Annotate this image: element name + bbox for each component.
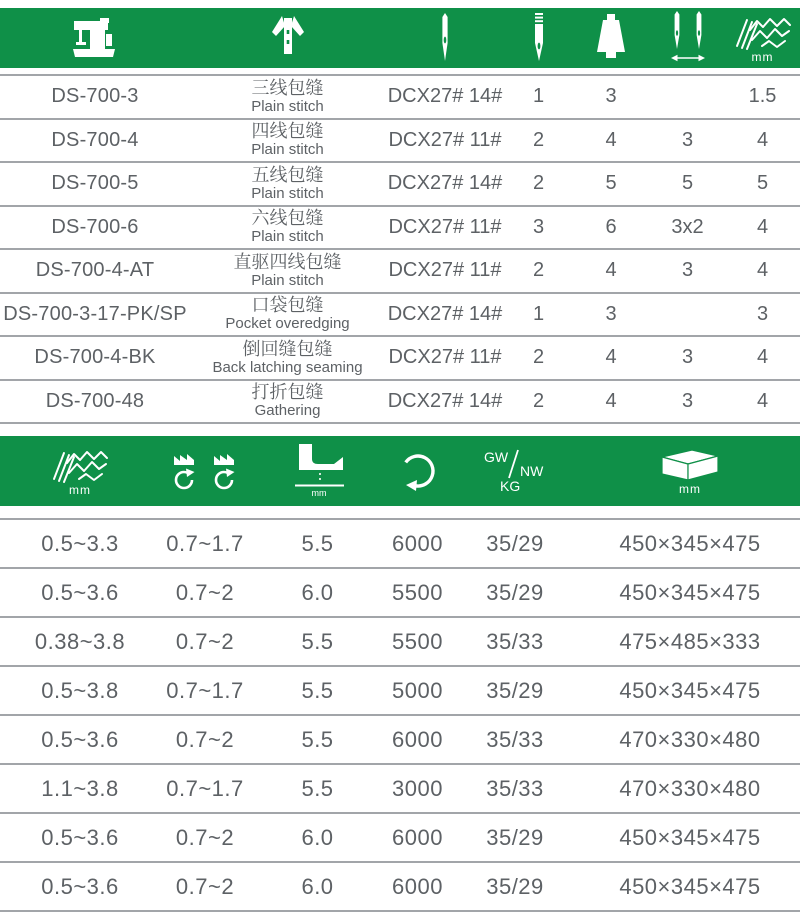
table-row [0, 520, 800, 569]
carton-size-cell: 450×345×475 [619, 579, 761, 605]
needle-system-cell: DCX27# 11# [388, 128, 502, 151]
stitch-type-cell [190, 340, 385, 376]
needle-system-cell: DCX27# 11# [388, 215, 502, 238]
needle-system-cell: DCX27# 14# [387, 389, 503, 412]
table1-header [0, 8, 800, 68]
stitch-type-cell [190, 209, 385, 245]
foot-lift-cell: 5.5 [301, 726, 334, 752]
col-weight [450, 448, 580, 494]
max-speed-cell: 5000 [392, 677, 443, 703]
needle-system-cell: DCX27# 11# [388, 346, 502, 369]
stitch-length-cell: 0.5~3.6 [41, 579, 119, 605]
thread-count-cell: 5 [605, 172, 617, 195]
table-row [0, 569, 800, 618]
col-thread-count [572, 14, 650, 62]
needle-gauge-cell: 3 [681, 346, 694, 369]
spec-table-1 [0, 74, 800, 424]
differential-feed-cell: 0.7~2 [175, 824, 235, 850]
table-row [0, 76, 800, 120]
table-row [0, 765, 800, 814]
col-needle-system [385, 13, 505, 63]
max-speed-cell: 5500 [392, 628, 443, 654]
stitch-type-en: Plain stitch [251, 184, 324, 202]
max-speed-icon [395, 448, 441, 494]
max-speed-cell: 6000 [392, 873, 443, 899]
needle-count-cell: 2 [532, 172, 545, 195]
thread-count-cell: 3 [605, 85, 617, 108]
stitch-type-cn: 口袋包缝 [251, 295, 324, 316]
overedge-width-cell: 1.5 [748, 85, 777, 108]
stitch-type-cell [190, 253, 385, 289]
thread-count-cell: 4 [605, 259, 617, 282]
stitch-length-cell: 1.1~3.8 [41, 775, 119, 801]
stitch-type-cn: 打折包缝 [251, 382, 324, 403]
max-speed-cell: 3000 [392, 775, 443, 801]
stitch-length-cell: 0.38~3.8 [34, 628, 126, 654]
needle-gauge-cell: 3 [681, 389, 694, 412]
overedge-width-cell: 4 [756, 215, 769, 238]
stitch-type-cn: 三线包缝 [251, 77, 324, 98]
table-row [0, 667, 800, 716]
foot-lift-cell: 5.5 [301, 677, 334, 703]
stitch-type-en: Plain stitch [251, 271, 324, 289]
stitch-type-cell [190, 122, 385, 158]
weight-cell: 35/33 [486, 726, 544, 752]
overedge-width-cell: 4 [756, 389, 769, 412]
needle-count-cell: 2 [532, 259, 545, 282]
table-row [0, 294, 800, 338]
stitch-length-icon [51, 447, 109, 483]
stitch-type-cell [190, 383, 385, 419]
col-stitch-type [190, 15, 385, 61]
weight-cell: 35/29 [486, 873, 544, 899]
col-needle-gauge [650, 11, 725, 65]
differential-feed-cell: 0.7~1.7 [166, 530, 244, 556]
model-cell: DS-700-6 [51, 215, 139, 238]
fabric-swatch-icon [734, 14, 792, 50]
differential-feed-cell: 0.7~2 [175, 628, 235, 654]
model-cell: DS-700-48 [45, 389, 145, 412]
weight-cell: 35/29 [486, 530, 544, 556]
garment-placket-icon [272, 15, 304, 61]
stitch-length-cell: 0.5~3.6 [41, 726, 119, 752]
thread-count-cell: 6 [605, 215, 617, 238]
carton-size-cell: 470×330×480 [619, 775, 761, 801]
stitch-type-en: Back latching seaming [212, 358, 363, 376]
foot-lift-cell: 5.5 [301, 628, 334, 654]
mm-caption: mm [311, 488, 326, 498]
carton-size-cell: 450×345×475 [619, 530, 761, 556]
table2-header [0, 436, 800, 506]
carton-box-icon [659, 448, 721, 482]
differential-feed-cell: 0.7~2 [175, 726, 235, 752]
needle-count-icon [533, 13, 545, 63]
stitch-type-cn: 倒回缝包缝 [242, 338, 333, 359]
stitch-type-en: Pocket overedging [225, 315, 350, 333]
needle-count-cell: 2 [532, 389, 545, 412]
table-row [0, 250, 800, 294]
needle-count-cell: 1 [532, 302, 545, 325]
col-machine-model [0, 16, 190, 60]
differential-feed-icon [174, 452, 236, 490]
gw-label: GW [484, 449, 509, 465]
max-speed-cell: 5500 [392, 579, 443, 605]
needle-gauge-cell: 5 [681, 172, 694, 195]
foot-lift-cell: 6.0 [301, 873, 334, 899]
model-cell: DS-700-3-17-PK/SP [3, 302, 187, 325]
col-differential-feed [160, 452, 250, 490]
weight-cell: 35/29 [486, 824, 544, 850]
thread-count-cell: 4 [605, 389, 617, 412]
stitch-type-en: Gathering [254, 402, 321, 420]
stitch-type-en: Plain stitch [251, 141, 324, 159]
weight-cell: 35/33 [486, 775, 544, 801]
stitch-type-cn: 五线包缝 [251, 164, 324, 185]
max-speed-cell: 6000 [392, 824, 443, 850]
foot-lift-cell: 6.0 [301, 824, 334, 850]
stitch-type-cn: 四线包缝 [251, 121, 324, 142]
stitch-type-cell [190, 79, 385, 115]
mm-caption: mm [679, 481, 701, 496]
needle-gauge-cell: 3 [681, 259, 694, 282]
table-row [0, 207, 800, 251]
col-foot-lift [250, 443, 385, 499]
overedge-width-cell: 4 [756, 128, 769, 151]
differential-feed-cell: 0.7~1.7 [166, 677, 244, 703]
stitch-type-en: Plain stitch [251, 228, 324, 246]
model-cell: DS-700-4-AT [35, 259, 155, 282]
model-cell: DS-700-4 [51, 128, 139, 151]
table-row [0, 716, 800, 765]
stitch-type-en: Plain stitch [251, 97, 324, 115]
weight-gw-nw-kg-icon [480, 448, 550, 494]
foot-lift-cell: 5.5 [301, 530, 334, 556]
needle-gauge-cell: 3x2 [671, 215, 704, 238]
stitch-type-cn: 六线包缝 [251, 208, 324, 229]
differential-feed-cell: 0.7~2 [175, 579, 235, 605]
needle-count-cell: 3 [532, 215, 545, 238]
carton-size-cell: 450×345×475 [619, 873, 761, 899]
foot-lift-cell: 5.5 [301, 775, 334, 801]
overedge-width-cell: 3 [756, 302, 769, 325]
kg-label: KG [500, 478, 521, 494]
thread-count-cell: 4 [605, 128, 617, 151]
table-row [0, 337, 800, 381]
stitch-type-cell [190, 296, 385, 332]
needle-gauge-icon [670, 11, 706, 65]
table-row [0, 163, 800, 207]
stitch-length-cell: 0.5~3.3 [41, 530, 119, 556]
carton-size-cell: 470×330×480 [619, 726, 761, 752]
foot-lift-cell: 6.0 [301, 579, 334, 605]
stitch-type-cell [190, 166, 385, 202]
differential-feed-cell: 0.7~1.7 [166, 775, 244, 801]
needle-count-cell: 2 [532, 128, 545, 151]
model-cell: DS-700-4-BK [34, 346, 156, 369]
table-row [0, 381, 800, 425]
needle-count-cell: 2 [532, 346, 545, 369]
col-max-speed [385, 448, 450, 494]
table-row [0, 120, 800, 164]
max-speed-cell: 6000 [392, 530, 443, 556]
overedge-width-cell: 4 [756, 346, 769, 369]
model-cell: DS-700-3 [51, 85, 139, 108]
differential-feed-cell: 0.7~2 [175, 873, 235, 899]
needle-system-cell: DCX27# 14# [387, 172, 503, 195]
thread-cone-icon [591, 14, 631, 62]
needle-gauge-cell: 3 [681, 128, 694, 151]
table-row [0, 618, 800, 667]
col-needle-count [505, 13, 572, 63]
weight-cell: 35/29 [486, 677, 544, 703]
overedge-width-cell: 5 [756, 172, 769, 195]
needle-system-cell: DCX27# 14# [387, 302, 503, 325]
needle-icon [440, 13, 450, 63]
overlock-machine-icon [67, 16, 123, 60]
stitch-length-cell: 0.5~3.6 [41, 824, 119, 850]
stitch-length-cell: 0.5~3.8 [41, 677, 119, 703]
thread-count-cell: 3 [605, 302, 617, 325]
stitch-type-cn: 直驱四线包缝 [233, 251, 342, 272]
mm-caption: mm [751, 49, 774, 64]
table-row [0, 814, 800, 863]
col-stitch-length [0, 447, 160, 496]
spec-table-2 [0, 518, 800, 912]
weight-cell: 35/33 [486, 628, 544, 654]
thread-count-cell: 4 [605, 346, 617, 369]
overedge-width-cell: 4 [756, 259, 769, 282]
carton-size-cell: 450×345×475 [619, 824, 761, 850]
model-cell: DS-700-5 [51, 172, 139, 195]
table-row [0, 863, 800, 912]
mm-caption: mm [69, 482, 91, 497]
max-speed-cell: 6000 [392, 726, 443, 752]
col-overedge-width [725, 14, 800, 63]
col-carton-size [580, 448, 800, 495]
needle-system-cell: DCX27# 14# [387, 85, 503, 108]
needle-system-cell: DCX27# 11# [388, 259, 502, 282]
needle-count-cell: 1 [532, 85, 545, 108]
nw-label: NW [520, 463, 544, 479]
carton-size-cell: 475×485×333 [619, 628, 761, 654]
stitch-length-cell: 0.5~3.6 [41, 873, 119, 899]
weight-cell: 35/29 [486, 579, 544, 605]
carton-size-cell: 450×345×475 [619, 677, 761, 703]
presser-foot-lift-icon [286, 443, 350, 499]
